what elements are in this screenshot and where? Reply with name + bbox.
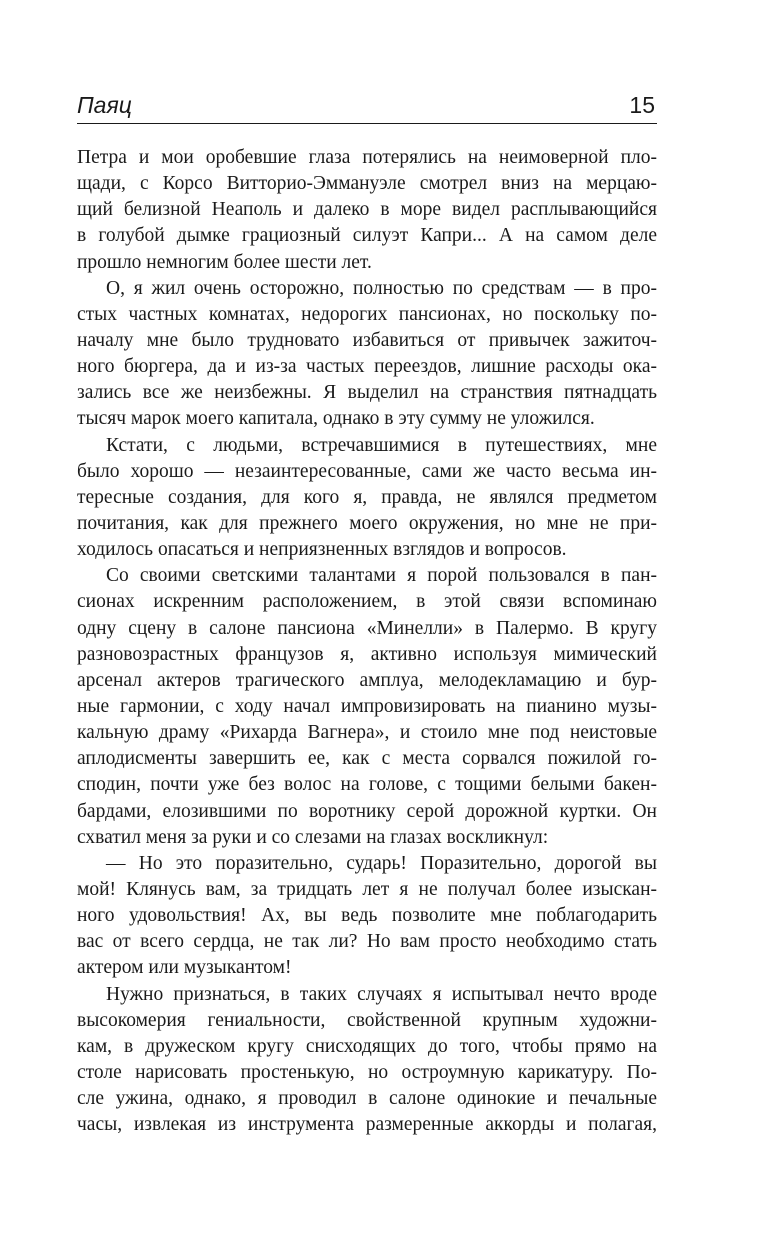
text-line: ного бюргера, да и из-за частых переездов, лишние расходы ока- <box>77 356 657 378</box>
text-line: Петра и мои оробевшие глаза потерялись на неимоверной пло- <box>77 147 657 168</box>
page-header <box>77 88 657 122</box>
text-line: разновозрастных французов я, активно используя мимический <box>77 643 657 665</box>
text-line: почитания, как для прежнего моего окружения, но мне не при- <box>77 512 657 534</box>
text-line: было хорошо — незаинтересованные, сами же часто весьма ин- <box>77 460 657 482</box>
text-line: зались все же неизбежны. Я выделил на странствия пятнадцать <box>77 382 657 404</box>
text-line: стых частных комнатах, недорогих пансионах, но поскольку по- <box>77 303 657 325</box>
text-line: актером или музыкантом! <box>77 957 292 979</box>
text-line: сионах искренним расположением, в этой связи вспоминаю <box>77 591 657 613</box>
text-line: сподин, почти уже без волос на голове, с тощими белыми бакен- <box>77 774 657 796</box>
text-line: схватил меня за руки и со слезами на глазах воскликнул: <box>77 826 549 848</box>
text-line: столе нарисовать простенькую, но остроумную карикатуру. По- <box>77 1061 657 1083</box>
text-line: — Но это поразительно, сударь! Поразительно, дорогой вы <box>106 852 657 874</box>
text-line: сле ужина, однако, я проводил в салоне одинокие и печальные <box>77 1088 657 1110</box>
text-line: О, я жил очень осторожно, полностью по средствам — в про- <box>106 277 657 299</box>
text-line: ные гармонии, с ходу начал импровизировать на пианино музы- <box>77 695 657 717</box>
text-line: щий белизной Неаполь и далеко в море видел расплывающийся <box>77 199 657 221</box>
text-line: прошло немногим более шести лет. <box>77 251 372 273</box>
header-rule <box>77 123 657 124</box>
text-line: ходилось опасаться и неприязненных взглядов и вопросов. <box>77 539 567 561</box>
text-line: Нужно признаться, в таких случаях я испытывал нечто вроде <box>106 983 657 1005</box>
text-body <box>77 145 657 1138</box>
text-line: часы, извлекая из инструмента размеренные аккорды и полагая, <box>77 1114 657 1136</box>
text-line: ного удовольствия! Ах, вы ведь позволите мне поблагодарить <box>77 905 657 927</box>
text-line: Кстати, с людьми, встречавшимися в путешествиях, мне <box>106 434 657 456</box>
text-line: тересные создания, для кого я, правда, не являлся предметом <box>77 486 657 508</box>
text-line: бардами, елозившими по воротнику серой дорожной куртки. Он <box>77 800 657 822</box>
text-line: вас от всего сердца, не так ли? Но вам просто необходимо стать <box>77 931 657 953</box>
text-line: тысяч марок моего капитала, однако в эту сумму не уложился. <box>77 408 595 430</box>
text-line: высокомерия гениальности, свойственной крупным художни- <box>77 1009 657 1031</box>
text-line: началу мне было трудновато избавиться от привычек зажиточ- <box>77 329 657 351</box>
text-line: кам, в дружеском кругу снисходящих до того, чтобы прямо на <box>77 1035 657 1057</box>
text-line: мой! Клянусь вам, за тридцать лет я не получал более изыскан- <box>77 878 657 900</box>
text-line: аплодисменты завершить ее, как с места сорвался пожилой го- <box>77 748 657 770</box>
text-line: кальную драму «Рихарда Вагнера», и стоило мне под неистовые <box>77 722 657 744</box>
running-title: Паяц <box>77 92 132 118</box>
text-line: арсенал актеров трагического амплуа, мелодекламацию и бур- <box>77 669 657 691</box>
text-line: Со своими светскими талантами я порой пользовался в пан- <box>106 565 657 587</box>
page-number: 15 <box>629 92 655 118</box>
text-line: в голубой дымке грациозный силуэт Капри... А на самом деле <box>77 225 657 247</box>
text-line: щади, с Корсо Витторио-Эммануэле смотрел вниз на мерцаю- <box>77 173 657 195</box>
text-line: одну сцену в салоне пансиона «Минелли» в Палермо. В кругу <box>77 617 657 639</box>
